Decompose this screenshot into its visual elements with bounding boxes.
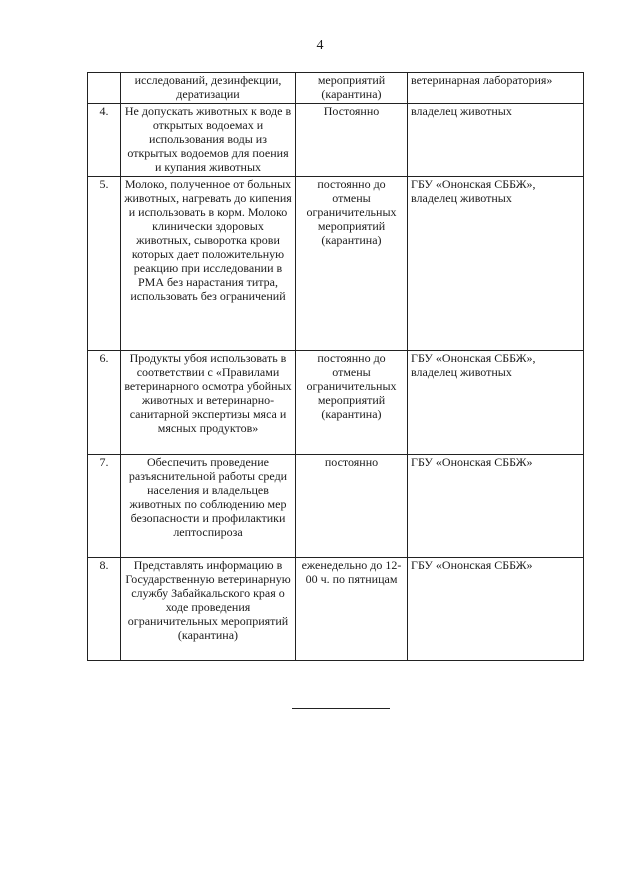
row-number <box>88 73 121 104</box>
measures-table <box>87 72 584 661</box>
responsible-text: ГБУ «Ононская СББЖ» <box>408 455 584 558</box>
measure-text: Представлять информацию в Государственную ветеринарную службу Забайкальского края о ходе проведения ограничительных мероприятий (карантина) <box>121 558 296 661</box>
measure-text: исследований, дезинфекции, дератизации <box>121 73 296 104</box>
measure-text: Обеспечить проведение разъяснительной работы среди населения и владельцев животных по соблюдению мер безопасности и профилактики лептоспироза <box>121 455 296 558</box>
term-text: Постоянно <box>296 104 408 177</box>
responsible-text: ГБУ «Ононская СББЖ», владелец животных <box>408 177 584 351</box>
row-number: 6. <box>88 351 121 455</box>
term-text: постоянно <box>296 455 408 558</box>
measure-text: Молоко, полученное от больных животных, нагревать до кипения и использовать в корм. Молоко клинически здоровых животных, сыворотка крови которых дает положительную реакцию при исследовании в РМА без нарастания титра, использовать без ограничений <box>121 177 296 351</box>
row-number: 5. <box>88 177 121 351</box>
table-row <box>88 73 584 104</box>
table-row <box>88 177 584 351</box>
measure-text: Не допускать животных к воде в открытых водоемах и использования воды из открытых водоемов для поения и купания животных <box>121 104 296 177</box>
row-number: 7. <box>88 455 121 558</box>
responsible-text: ветеринарная лаборатория» <box>408 73 584 104</box>
row-number: 4. <box>88 104 121 177</box>
table-row <box>88 455 584 558</box>
measure-text: Продукты убоя использовать в соответствии с «Правилами ветеринарного осмотра убойных животных и ветеринарно-санитарной экспертизы мяса и мясных продуктов» <box>121 351 296 455</box>
table-row <box>88 104 584 177</box>
term-text: постоянно до отмены ограничительных мероприятий (карантина) <box>296 351 408 455</box>
row-number: 8. <box>88 558 121 661</box>
responsible-text: ГБУ «Ононская СББЖ», владелец животных <box>408 351 584 455</box>
page-number: 4 <box>316 38 324 53</box>
term-text: мероприятий (карантина) <box>296 73 408 104</box>
table-row <box>88 351 584 455</box>
term-text: еженедельно до 12-00 ч. по пятницам <box>296 558 408 661</box>
responsible-text: владелец животных <box>408 104 584 177</box>
table-row <box>88 558 584 661</box>
term-text: постоянно до отмены ограничительных мероприятий (карантина) <box>296 177 408 351</box>
signature-line <box>292 708 390 709</box>
responsible-text: ГБУ «Ононская СББЖ» <box>408 558 584 661</box>
